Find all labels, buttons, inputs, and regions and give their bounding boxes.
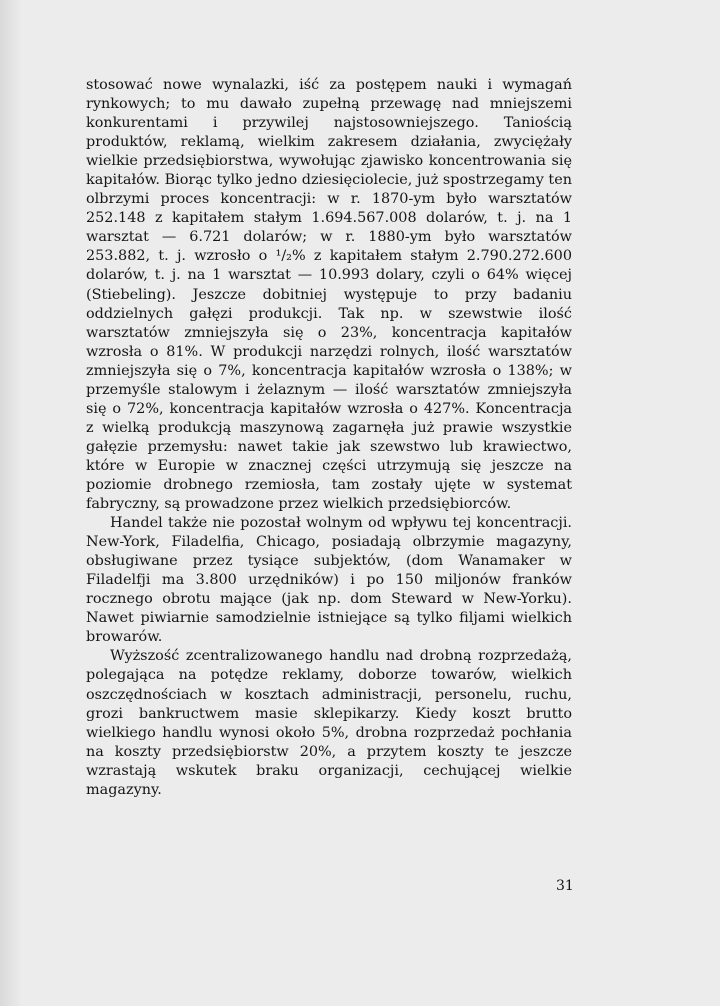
paragraph-1: stosować nowe wynalazki, iść za postępem nauki i wymagań rynkowych; to mu dawało zupełną przewagę nad mniejszemi konkurentami i przywilej najstosowniejszego. Taniością produktów, reklamą, wielkim zakresem działania, zwyciężały wielkie przedsiębiorstwa, wywołując zjawisko koncentrowania się kapitałów. Biorąc tylko jedno dziesięciolecie, już spostrzegamy ten olbrzymi proces koncentracji: w r. 1870-ym było warsztatów 252.148 z kapitałem stałym 1.694.567.008 dolarów, t. j. na 1 warsztat — 6.721 dolarów; w r. 1880-ym było warsztatów 253.882, t. j. wzrosło o ¹/₂% z kapitałem stałym 2.790.272.600 dolarów, t. j. na 1 warsztat — 10.993 dolary, czyli o 64% więcej (Stiebeling). Jeszcze dobitniej występuje to przy badaniu oddzielnych gałęzi produkcji. Tak np. w szewstwie ilość warsztatów zmniejszyła się o 23%, koncentracja kapitałów wzrosła o 81%. W produkcji narzędzi rolnych, ilość warsztatów zmniejszyła się o 7%, koncentracja kapitałów wzrosła o 138%; w przemyśle stalowym i żelaznym — ilość warsztatów zmniejszyła się o 72%, koncentracja kapitałów wzrosła o 427%. Koncentracja z wielką produkcją maszynową zagarnęła już prawie wszystkie gałęzie przemysłu: nawet takie jak szewstwo lub krawiectwo, które w Europie w znacznej części utrzymują się jeszcze na poziomie drobnego rzemiosła, tam zostały ujęte w systemat fabryczny, są prowadzone przez wielkich przedsiębiorców. [86, 77, 572, 513]
paragraph-3: Wyższość zcentralizowanego handlu nad drobną rozprzedażą, polegająca na potędze reklamy, doborze towarów, wielkich oszczędnościach w kosztach administracji, personelu, ruchu, grozi bankructwem masie sklepikarzy. Kiedy koszt brutto wielkiego handlu wynosi około 5%, drobna rozprzedaż pochłania na koszty przedsiębiorstw 20%, a przytem koszty te jeszcze wzrastają wskutek braku organizacji, cechującej wielkie magazyny. [86, 648, 572, 798]
page-scan-edge [0, 0, 22, 1006]
body-text [86, 76, 572, 800]
page-number: 31 [556, 878, 574, 894]
paragraph-2: Handel także nie pozostał wolnym od wpływu tej koncentracji. New-York, Filadelfia, Chicago, posiadają olbrzymie magazyny, obsługiwane przez tysiące subjektów, (dom Wanamaker w Filadelfji ma 3.800 urzędników) i po 150 miljonów franków rocznego obrotu mające (jak np. dom Steward w New-Yorku). Nawet piwiarnie samodzielnie istniejące są tylko filjami wielkich browarów. [86, 515, 572, 646]
